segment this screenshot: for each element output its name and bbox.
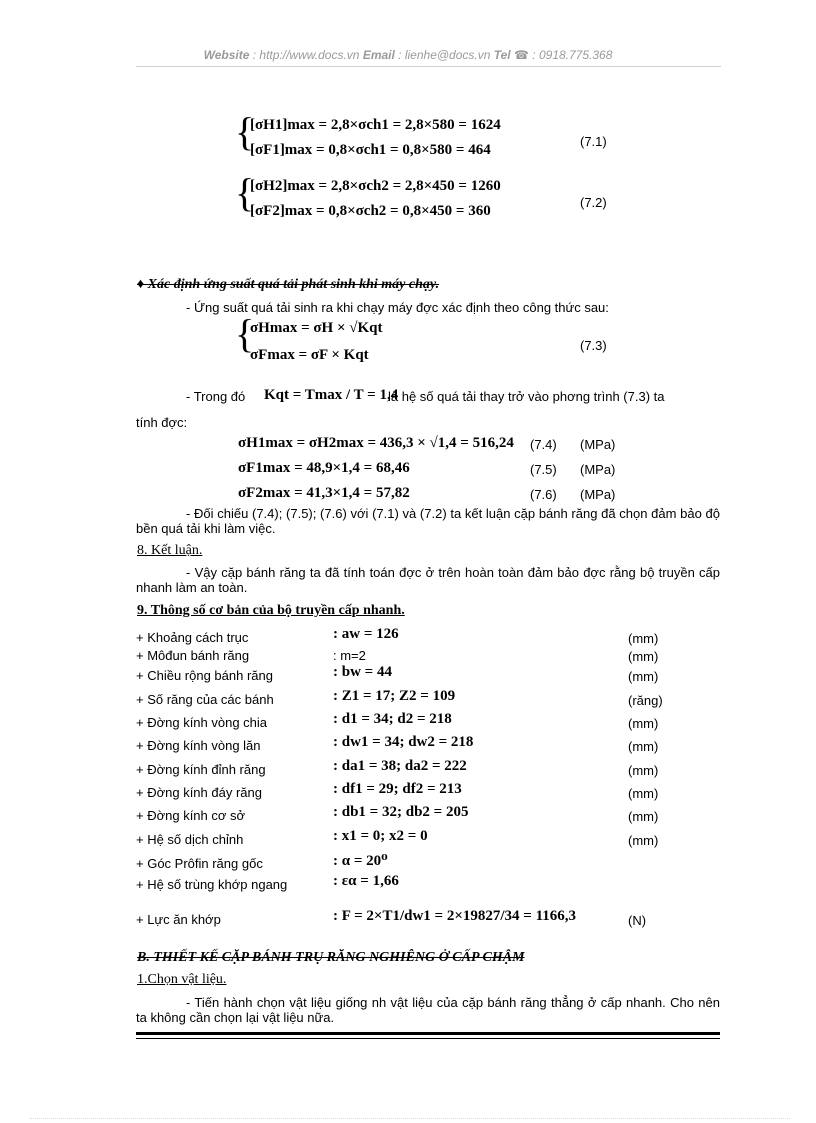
param-value: : d1 = 34; d2 = 218 (333, 711, 452, 727)
param-label: + Chiều rộng bánh răng (136, 668, 273, 683)
param-label: + Hệ số trùng khớp ngang (136, 877, 288, 892)
where-suffix: là hệ số quá tải thay trở vào phơng trình (7.3) ta (388, 389, 665, 404)
param-value: : Z1 = 17; Z2 = 109 (333, 688, 456, 704)
kqt-formula: Kqt = Tmax / T = 1,4 (264, 387, 399, 403)
eq-7-2-line1: [σH2]max = 2,8×σch2 = 2,8×450 = 1260 (250, 178, 501, 194)
result-7-6-unit: (MPa) (580, 487, 616, 502)
param-unit: (mm) (628, 786, 659, 801)
section-9-title: 9. Thông số cơ bản của bộ truyền cấp nhanh. (137, 603, 405, 618)
force-formula: : F = 2×T1/dw1 = 2×19827/34 = 1166,3 (333, 908, 577, 924)
result-7-6-number: (7.6) (530, 487, 557, 502)
param-label: + Số răng của các bánh (136, 692, 274, 707)
page-edge-dotline (30, 1118, 790, 1119)
section-8-title: 8. Kết luận. (137, 543, 203, 558)
website-value: : http://www.docs.vn (252, 48, 360, 62)
param-label: + Đờng kính cơ sở (136, 808, 246, 823)
param-unit: (mm) (628, 833, 659, 848)
param-unit: (răng) (628, 693, 663, 708)
result-7-5-formula: σF1max = 48,9×1,4 = 68,46 (238, 460, 410, 476)
email-value: : lienhe@docs.vn (398, 48, 491, 62)
param-label: + Đờng kính vòng chia (136, 715, 268, 730)
param-unit: (mm) (628, 716, 659, 731)
phone-icon: ☎ (514, 48, 529, 62)
result-7-4-number: (7.4) (530, 437, 557, 452)
param-value: : df1 = 29; df2 = 213 (333, 781, 462, 797)
eq-7-2-number: (7.2) (580, 195, 607, 210)
email-label: Email (362, 48, 395, 62)
param-unit: (mm) (628, 649, 659, 664)
section-b1-title: 1.Chọn vật liệu. (137, 972, 227, 987)
tel-label: Tel (493, 48, 511, 62)
footer-rule-thin (136, 1038, 720, 1039)
param-unit: (mm) (628, 631, 659, 646)
force-label: + Lực ăn khớp (136, 912, 221, 927)
section-b-title: B. THIẾT KẾ CẶP BÁNH TRỤ RĂNG NGHIÊNG Ở CẤP CHẬM (137, 950, 525, 965)
overload-intro: - Ứng suất quá tải sinh ra khi chạy máy đợc xác định theo công thức sau: (186, 300, 609, 315)
param-value: : dw1 = 34; dw2 = 218 (333, 734, 474, 750)
section-8-text: - Vậy cặp bánh răng ta đã tính toán đợc ở trên hoàn toàn đảm bảo đợc rằng bộ truyền cấp nhanh làm an toàn. (136, 565, 720, 595)
header-rule (136, 66, 721, 67)
param-unit: (mm) (628, 669, 659, 684)
eq-7-3-number: (7.3) (580, 338, 607, 353)
result-7-4-formula: σH1max = σH2max = 436,3 × √1,4 = 516,24 (238, 435, 514, 451)
eq-7-2-line2: [σF2]max = 0,8×σch2 = 0,8×450 = 360 (250, 203, 491, 219)
page-header (0, 48, 816, 62)
param-value: : εα = 1,66 (333, 873, 399, 889)
param-value: : aw = 126 (333, 626, 399, 642)
result-7-5-number: (7.5) (530, 462, 557, 477)
section-b1-text: - Tiến hành chọn vật liệu giống nh vật liệu của cặp bánh răng thẳng ở cấp nhanh. Cho nên ta không cần chọn lại vật liệu nữa. (136, 995, 720, 1025)
param-unit: (mm) (628, 739, 659, 754)
param-label: + Đờng kính đỉnh răng (136, 762, 266, 777)
param-label: + Hệ số dịch chỉnh (136, 832, 244, 847)
brace-7-2: { (235, 170, 255, 215)
param-value: : α = 20⁰ (333, 853, 388, 869)
compare-paragraph: - Đối chiếu (7.4); (7.5); (7.6) với (7.1) và (7.2) ta kết luận cặp bánh răng đã chọn đảm bảo độ bền quá tải khi làm việc. (136, 506, 720, 536)
param-value: : x1 = 0; x2 = 0 (333, 828, 428, 844)
footer-rule-thick (136, 1032, 720, 1035)
brace-7-3: { (235, 311, 255, 356)
param-value: : db1 = 32; db2 = 205 (333, 804, 469, 820)
param-label: + Đờng kính đáy răng (136, 785, 262, 800)
param-value: : m=2 (333, 648, 366, 663)
param-unit: (mm) (628, 763, 659, 778)
result-7-4-unit: (MPa) (580, 437, 616, 452)
param-label: + Môđun bánh răng (136, 648, 250, 663)
website-label: Website (203, 48, 250, 62)
param-label: + Khoảng cách trục (136, 630, 249, 645)
param-unit: (mm) (628, 809, 659, 824)
eq-7-1-number: (7.1) (580, 134, 607, 149)
result-7-6-formula: σF2max = 41,3×1,4 = 57,82 (238, 485, 410, 501)
param-label: + Góc Prôfin răng gốc (136, 856, 263, 871)
param-label: + Đờng kính vòng lăn (136, 738, 261, 753)
eq-7-1-line1: [σH1]max = 2,8×σch1 = 2,8×580 = 1624 (250, 117, 501, 133)
result-7-5-unit: (MPa) (580, 462, 616, 477)
where-prefix: - Trong đó (186, 389, 246, 404)
param-value: : bw = 44 (333, 664, 392, 680)
where-cont: tính đợc: (136, 415, 188, 430)
eq-7-1-line2: [σF1]max = 0,8×σch1 = 0,8×580 = 464 (250, 142, 491, 158)
eq-7-3-line1: σHmax = σH × √Kqt (250, 320, 383, 336)
overload-heading: ♦ Xác định ứng suất quá tải phát sinh khi máy chạy. (137, 277, 440, 292)
brace-7-1: { (235, 109, 255, 154)
tel-value: : 0918.775.368 (532, 48, 613, 62)
param-value: : da1 = 38; da2 = 222 (333, 758, 467, 774)
eq-7-3-line2: σFmax = σF × Kqt (250, 347, 369, 363)
force-unit: (N) (628, 913, 647, 928)
